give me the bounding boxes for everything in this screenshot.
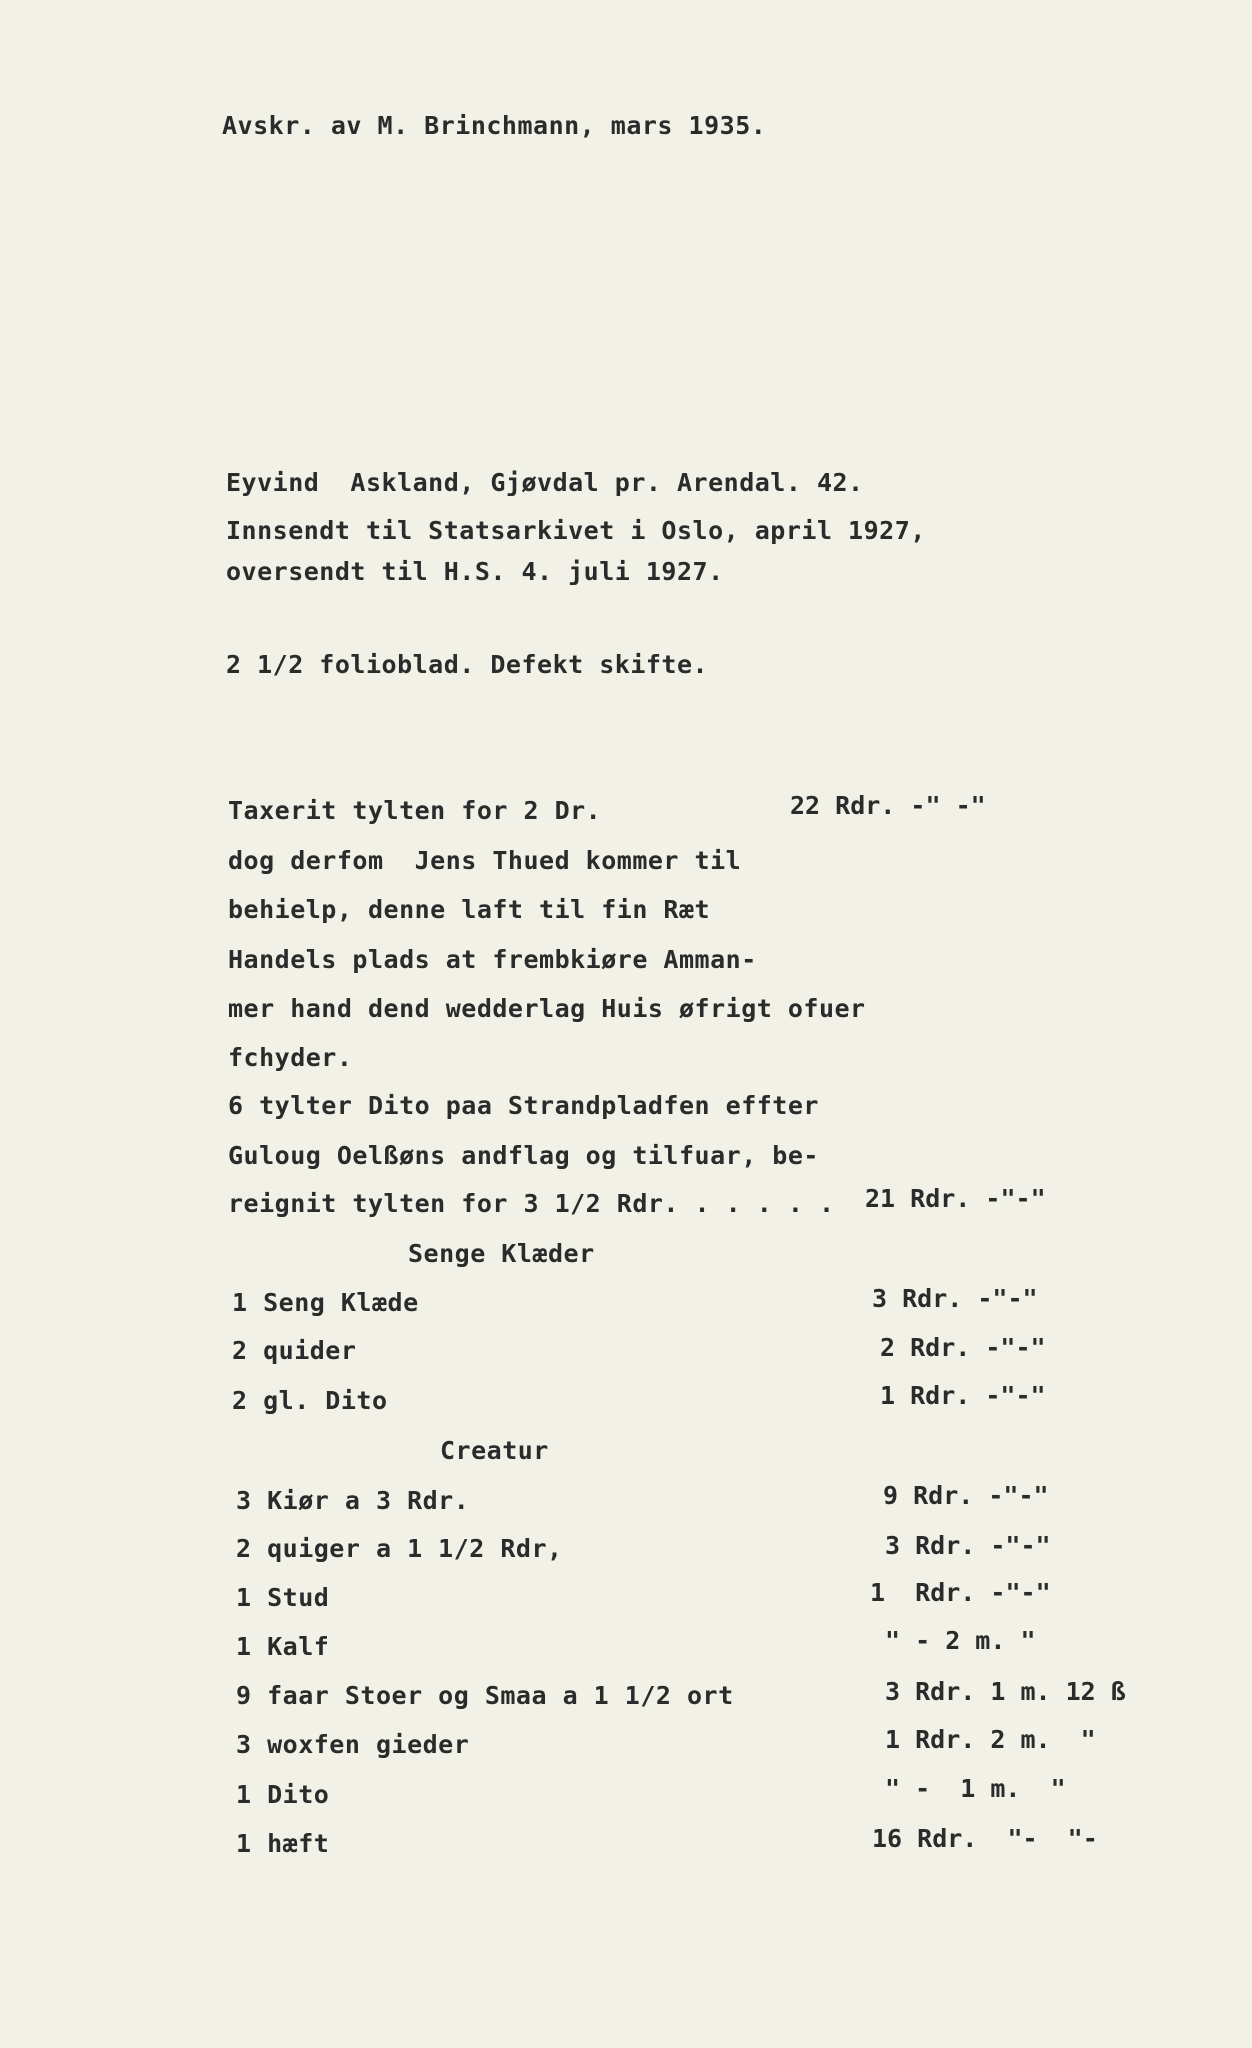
list-item-text: 3 woxfen gieder [236, 1730, 470, 1759]
list-item-amount: 1 Rdr. -"-" [880, 1381, 1046, 1410]
list-item-amount: " - 1 m. " [885, 1774, 1066, 1803]
list-item-amount: 9 Rdr. -"-" [883, 1481, 1049, 1510]
list-item-amount: 1 Rdr. -"-" [870, 1578, 1051, 1607]
entry-text: Guloug Oelßøns andflag og tilfuar, be- [228, 1141, 819, 1170]
list-item-amount: 3 Rdr. -"-" [885, 1531, 1051, 1560]
entry-text: fchyder. [228, 1043, 353, 1072]
entry-text: 6 tylter Dito paa Strandpladfen effter [228, 1091, 819, 1120]
list-item-amount: 3 Rdr. 1 m. 12 ß [885, 1677, 1126, 1706]
list-item-amount: 1 Rdr. 2 m. " [885, 1725, 1096, 1754]
list-item-text: 1 Kalf [236, 1632, 330, 1661]
list-item-amount: 3 Rdr. -"-" [872, 1284, 1038, 1313]
section-heading-senge: Senge Klæder [408, 1239, 595, 1268]
entry-text: reignit tylten for 3 1/2 Rdr. . . . . . [228, 1189, 835, 1218]
list-item-text: 9 faar Stoer og Smaa a 1 1/2 ort [236, 1681, 734, 1710]
transcriber-note: Avskr. av M. Brinchmann, mars 1935. [222, 111, 767, 140]
list-item-text: 3 Kiør a 3 Rdr. [236, 1486, 470, 1515]
record-title: Eyvind Askland, Gjøvdal pr. Arendal. 42. [226, 468, 864, 497]
record-sent-line: Innsendt til Statsarkivet i Oslo, april 1927, [226, 516, 926, 545]
entry-text: mer hand dend wedderlag Huis øfrigt ofuer [228, 994, 866, 1023]
record-description: 2 1/2 folioblad. Defekt skifte. [226, 650, 709, 679]
entry-text: Handels plads at frembkiøre Amman- [228, 945, 757, 974]
list-item-amount: 16 Rdr. "- "- [872, 1824, 1098, 1853]
list-item-text: 1 Seng Klæde [232, 1288, 419, 1317]
list-item-text: 1 hæft [236, 1829, 330, 1858]
list-item-text: 2 quider [232, 1336, 357, 1365]
entry-text: behielp, denne laft til fin Ræt [228, 895, 711, 924]
list-item-amount: " - 2 m. " [885, 1626, 1036, 1655]
list-item-text: 1 Stud [236, 1583, 330, 1612]
list-item-amount: 2 Rdr. -"-" [880, 1333, 1046, 1362]
entry-amount: 21 Rdr. -"-" [865, 1184, 1046, 1213]
list-item-text: 1 Dito [236, 1780, 330, 1809]
entry-text: Taxerit tylten for 2 Dr. [228, 796, 602, 825]
entry-text: dog derfom Jens Thued kommer til [228, 846, 742, 875]
record-forwarded-line: oversendt til H.S. 4. juli 1927. [226, 557, 724, 586]
list-item-text: 2 gl. Dito [232, 1386, 388, 1415]
list-item-text: 2 quiger a 1 1/2 Rdr, [236, 1534, 563, 1563]
entry-amount: 22 Rdr. -" -" [790, 791, 986, 820]
section-heading-creatur: Creatur [440, 1436, 549, 1465]
